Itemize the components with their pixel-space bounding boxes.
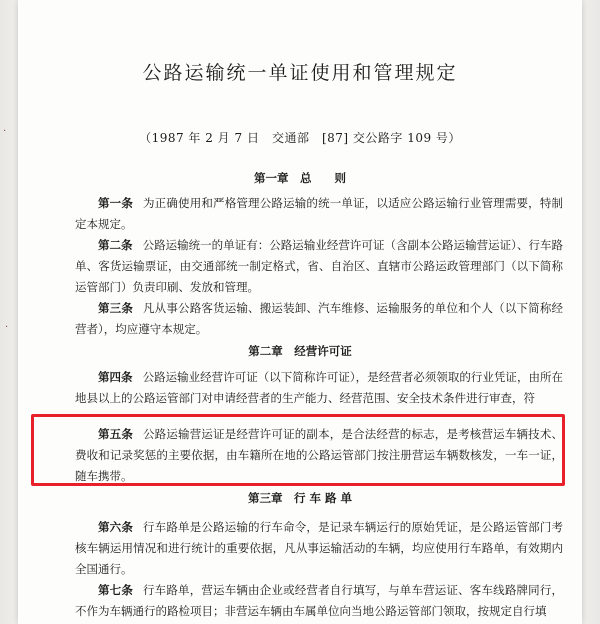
article-label: 第六条: [98, 520, 134, 534]
article-text: 为正确使用和严格管理公路运输的统一单证，以适应公路运输行业管理需要，特制定本规定。: [75, 196, 563, 231]
article-text: 凡从事公路客货运输、搬运装卸、汽车维修、运输服务的单位和个人（以下简称经营者），均应遵守本规定。: [75, 301, 563, 336]
article: [75, 517, 563, 580]
article-label: 第二条: [98, 238, 133, 252]
article-label: 第四条: [98, 370, 133, 384]
article-text: 公路运输业经营许可证（以下简称许可证），是经营者必须领取的行业凭证，由所在地县以上的公路运管部门对申请经营者的生产能力、经营范围、安全技术条件进行审查，符: [75, 370, 563, 405]
article-label: 第三条: [98, 301, 134, 315]
article: [75, 367, 563, 409]
margin-mark: ·: [3, 126, 7, 137]
chapter-heading: 第二章 经营许可证: [248, 344, 352, 358]
article-text: 行车路单，营运车辆由企业或经营者自行填写，与单车营运证、客车线路牌同行，不作为车辆通行的路检项目；非营运车辆由车属单位向当地公路运管部门领取，按规定自行填: [75, 583, 563, 618]
article-label: 第七条: [98, 583, 134, 597]
document-title: 公路运输统一单证使用和管理规定: [142, 62, 458, 84]
chapter-heading: 第一章 总 则: [254, 171, 346, 185]
highlight-annotation-box: [31, 414, 565, 486]
article-text: 公路运输统一的单证有：公路运输业经营许可证（含副本公路运输营运证）、行车路单、客货运输票证，由交通部统一制定格式，省、自治区、直辖市公路运政管理部门（以下简称运管部门）负责印刷、发放和管理。: [75, 238, 564, 294]
article: [75, 193, 563, 235]
article-text: 行车路单是公路运输的行车命令，是记录车辆运行的原始凭证，是公路运管部门考核车辆运用情况和进行统计的重要依据，凡从事运输活动的车辆，均应使用行车路单，有效期内全国通行。: [75, 520, 563, 576]
document-subtitle: （1987 年 2 月 7 日 交通部 [87] 交公路字 109 号）: [139, 131, 461, 145]
margin-mark: ·: [5, 322, 9, 333]
article: [75, 298, 563, 340]
article: [75, 235, 563, 298]
document-page: [18, 0, 582, 624]
article-label: 第五条: [98, 427, 134, 441]
article-text: 公路运输营运证是经营许可证的副本，是合法经营的标志，是考核营运车辆技术、费收和记录奖惩的主要依据，由车籍所在地的公路运管部门按注册营运车辆数核发，一车一证，随车携带。: [75, 427, 563, 483]
article: [75, 580, 563, 624]
article-label: 第一条: [98, 196, 134, 210]
chapter-heading: 第三章 行 车 路 单: [247, 491, 352, 505]
